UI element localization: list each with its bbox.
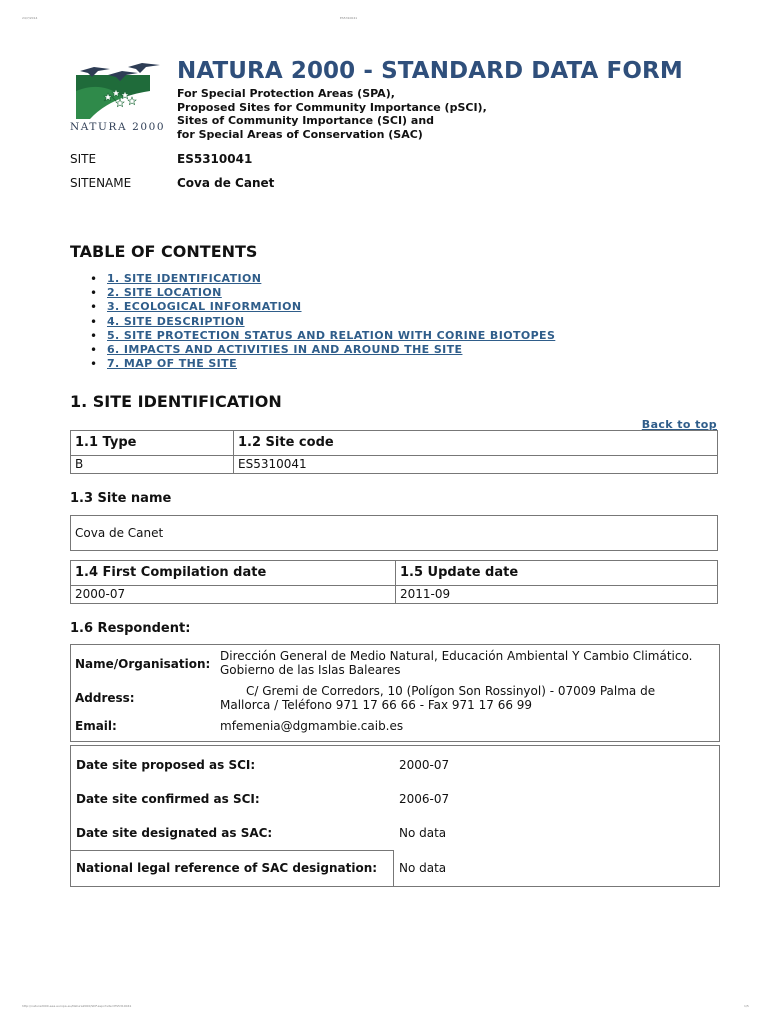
respondent-box — [70, 644, 720, 742]
toc-list — [90, 272, 555, 371]
legal-reference-value: No data — [399, 861, 447, 875]
site-name-value: Cova de Canet — [71, 516, 718, 551]
section-title: 1. SITE IDENTIFICATION — [70, 392, 282, 411]
name-organisation-value — [220, 649, 692, 677]
date-proposed-value: 2000-07 — [399, 758, 450, 772]
type-value: B — [71, 455, 234, 473]
toc-item — [90, 272, 555, 286]
toc-link-impacts-activities[interactable]: 6. IMPACTS AND ACTIVITIES IN AND AROUND THE SITE — [107, 343, 463, 357]
toc-item — [90, 286, 555, 300]
back-to-top-link[interactable]: Back to top — [641, 418, 717, 431]
logo-caption: NATURA 2000 — [70, 121, 166, 133]
toc-item — [90, 315, 555, 329]
print-page-number: 1/5 — [744, 1004, 749, 1008]
toc-item — [90, 329, 555, 343]
form-subtitle — [177, 87, 487, 141]
sitename-value: Cova de Canet — [177, 176, 275, 190]
name-organisation-label: Name/Organisation: — [75, 657, 211, 671]
first-compilation-value: 2000-07 — [71, 585, 396, 603]
print-header: ES5310041 — [340, 16, 358, 20]
first-compilation-header: 1.4 First Compilation date — [71, 561, 396, 586]
address-value — [220, 684, 655, 712]
toc-link-ecological-information[interactable]: 3. ECOLOGICAL INFORMATION — [107, 300, 302, 314]
date-proposed-label: Date site proposed as SCI: — [76, 758, 256, 772]
toc-link-protection-status[interactable]: 5. SITE PROTECTION STATUS AND RELATION WITH CORINE BIOTOPES — [107, 328, 556, 342]
print-date: 24/7/2014 — [22, 16, 38, 20]
update-date-header: 1.5 Update date — [396, 561, 718, 586]
toc-link-map[interactable]: 7. MAP OF THE SITE — [107, 357, 237, 371]
page-title: NATURA 2000 - STANDARD DATA FORM — [177, 58, 683, 84]
name-line: Dirección General de Medio Natural, Educación Ambiental Y Cambio Climático. — [220, 649, 693, 663]
designation-dates-box — [70, 745, 720, 887]
toc-item — [90, 300, 555, 314]
address-label: Address: — [75, 691, 135, 705]
address-line: C/ Gremi de Corredors, 10 (Polígon Son Rossinyol) - 07009 Palma de — [246, 684, 656, 698]
toc-title: TABLE OF CONTENTS — [70, 242, 258, 261]
update-date-value: 2011-09 — [396, 585, 718, 603]
toc-link-site-location[interactable]: 2. SITE LOCATION — [107, 286, 222, 300]
name-line: Gobierno de las Islas Baleares — [220, 663, 401, 677]
sitename-label: SITENAME — [70, 176, 132, 190]
legal-reference-label: National legal reference of SAC designation: — [76, 861, 378, 875]
toc-link-site-identification[interactable]: 1. SITE IDENTIFICATION — [107, 272, 262, 285]
subtitle-line: for Special Areas of Conservation (SAC) — [177, 127, 423, 141]
subtitle-line: Proposed Sites for Community Importance (pSCI), — [177, 100, 487, 114]
email-value: mfemenia@dgmambie.caib.es — [220, 719, 404, 733]
address-line: Mallorca / Teléfono 971 17 66 66 - Fax 971 17 66 99 — [220, 698, 533, 712]
print-url: http://natura2000.eea.europa.eu/Natura2000/SDF.aspx?site=ES5310041 — [22, 1004, 132, 1008]
site-code-header: 1.2 Site code — [234, 431, 718, 456]
site-value: ES5310041 — [177, 152, 253, 166]
date-confirmed-label: Date site confirmed as SCI: — [76, 792, 260, 806]
toc-link-site-description[interactable]: 4. SITE DESCRIPTION — [107, 314, 245, 328]
dates-table — [70, 560, 718, 604]
type-code-table — [70, 430, 718, 474]
site-label: SITE — [70, 152, 97, 166]
subtitle-line: For Special Protection Areas (SPA), — [177, 87, 395, 100]
date-designated-value: No data — [399, 826, 447, 840]
site-name-heading: 1.3 Site name — [70, 491, 172, 506]
site-name-table — [70, 515, 718, 551]
respondent-heading: 1.6 Respondent: — [70, 621, 191, 636]
toc-item — [90, 357, 555, 371]
type-header: 1.1 Type — [71, 431, 234, 456]
date-designated-label: Date site designated as SAC: — [76, 826, 273, 840]
email-label: Email: — [75, 719, 117, 733]
toc-item — [90, 343, 555, 357]
site-code-value: ES5310041 — [234, 455, 718, 473]
date-confirmed-value: 2006-07 — [399, 792, 450, 806]
subtitle-line: Sites of Community Importance (SCI) and — [177, 114, 435, 127]
